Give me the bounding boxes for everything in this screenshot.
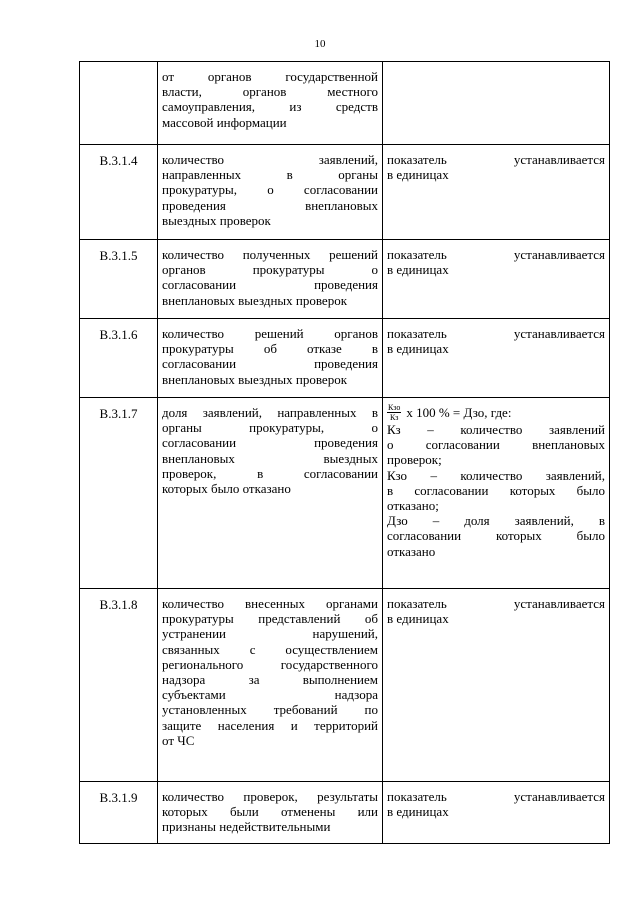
description-line: от ЧС	[162, 732, 195, 748]
description-line: которых было отказано	[162, 481, 291, 497]
description-line: внеплановых выездных проверок	[162, 292, 348, 308]
indicator-description-cell	[158, 398, 383, 589]
method-line: в согласовании которых было	[387, 482, 605, 498]
method-line: показатель устанавливается	[387, 152, 605, 167]
description-line: прокуратуры представлений об	[162, 611, 378, 627]
table-row	[80, 62, 610, 145]
description-line: самоуправления, из средств	[162, 99, 378, 115]
description-line: согласовании проведения	[162, 356, 378, 372]
table-row	[80, 589, 610, 782]
indicator-code-cell	[80, 62, 158, 145]
indicator-description-cell	[158, 62, 383, 145]
calculation-method-cell	[383, 62, 610, 145]
description-line: от органов государственной	[162, 69, 378, 84]
description-line: направленных в органы	[162, 167, 378, 183]
page-number: 10	[314, 38, 326, 50]
indicator-description-cell	[158, 782, 383, 844]
calculation-method-cell	[383, 319, 610, 398]
method-line: в единицах	[387, 167, 449, 183]
table-row	[80, 782, 610, 844]
indicator-code-cell: В.3.1.4	[80, 145, 158, 240]
indicator-code-cell: В.3.1.9	[80, 782, 158, 844]
description-line: прокуратуры об отказе в	[162, 341, 378, 357]
method-line: в единицах	[387, 804, 449, 820]
method-line: показатель устанавливается	[387, 596, 605, 611]
indicator-code-cell: В.3.1.6	[80, 319, 158, 398]
description-line: которых были отменены или	[162, 804, 378, 820]
description-line: количество проверок, результаты	[162, 789, 378, 804]
formula-numerator: Кзо	[388, 403, 401, 412]
method-line: согласовании которых было	[387, 528, 605, 544]
description-line: доля заявлений, направленных в	[162, 405, 378, 420]
method-line: показатель устанавливается	[387, 247, 605, 262]
method-line: показатель устанавливается	[387, 789, 605, 804]
indicator-description-cell	[158, 240, 383, 319]
method-line: о согласовании внеплановых	[387, 437, 605, 453]
description-line: согласовании проведения	[162, 277, 378, 293]
indicator-description-cell	[158, 145, 383, 240]
description-line: количество внесенных органами	[162, 596, 378, 611]
method-line: в единицах	[387, 611, 449, 627]
table-row	[80, 319, 610, 398]
indicators-table	[79, 61, 610, 844]
formula-fraction	[387, 403, 401, 422]
description-line: проверок, в согласовании	[162, 465, 378, 481]
table-row	[80, 145, 610, 240]
indicator-code-cell: В.3.1.8	[80, 589, 158, 782]
indicator-code-cell: В.3.1.7	[80, 398, 158, 589]
calculation-method-cell	[383, 398, 610, 589]
indicators-table-body	[80, 62, 610, 844]
method-line: Дзо – доля заявлений, в	[387, 513, 605, 529]
formula	[387, 403, 605, 422]
description-line: количество полученных решений	[162, 247, 378, 262]
description-line: признаны недействительными	[162, 819, 331, 835]
table-row	[80, 398, 610, 589]
table-row	[80, 240, 610, 319]
indicator-description-cell	[158, 589, 383, 782]
method-line: показатель устанавливается	[387, 326, 605, 341]
calculation-method-cell	[383, 782, 610, 844]
description-line: внеплановых выездных проверок	[162, 371, 348, 387]
method-line: Кзо – количество заявлений,	[387, 467, 605, 483]
description-line: власти, органов местного	[162, 84, 378, 100]
description-line: органы прокуратуры, о	[162, 420, 378, 436]
method-line: в единицах	[387, 341, 449, 357]
description-line: внеплановых выездных	[162, 450, 378, 466]
description-line: выездных проверок	[162, 212, 271, 228]
method-line: Кз – количество заявлений	[387, 422, 605, 437]
method-line: отказано;	[387, 498, 439, 514]
calculation-method-cell	[383, 240, 610, 319]
description-line: защите населения и территорий	[162, 717, 378, 733]
method-line: отказано	[387, 543, 436, 559]
description-line: количество заявлений,	[162, 152, 378, 167]
description-line: согласовании проведения	[162, 435, 378, 451]
description-line: связанных с осуществлением	[162, 641, 378, 657]
description-line: проведения внеплановых	[162, 197, 378, 213]
indicator-code-cell: В.3.1.5	[80, 240, 158, 319]
method-line: проверок;	[387, 452, 442, 468]
description-line: количество решений органов	[162, 326, 378, 341]
formula-denominator: Кз	[389, 413, 399, 422]
description-line: массовой информации	[162, 114, 287, 130]
description-line: субъектами надзора	[162, 687, 378, 703]
description-line: надзора за выполнением	[162, 672, 378, 688]
formula-tail: x 100 % = Дзо, где:	[406, 404, 512, 420]
method-line: в единицах	[387, 262, 449, 278]
description-line: прокуратуры, о согласовании	[162, 182, 378, 198]
description-line: регионального государственного	[162, 656, 378, 672]
calculation-method-cell	[383, 589, 610, 782]
description-line: органов прокуратуры о	[162, 262, 378, 278]
description-line: установленных требований по	[162, 702, 378, 718]
description-line: устранении нарушений,	[162, 626, 378, 642]
calculation-method-cell	[383, 145, 610, 240]
indicator-description-cell	[158, 319, 383, 398]
